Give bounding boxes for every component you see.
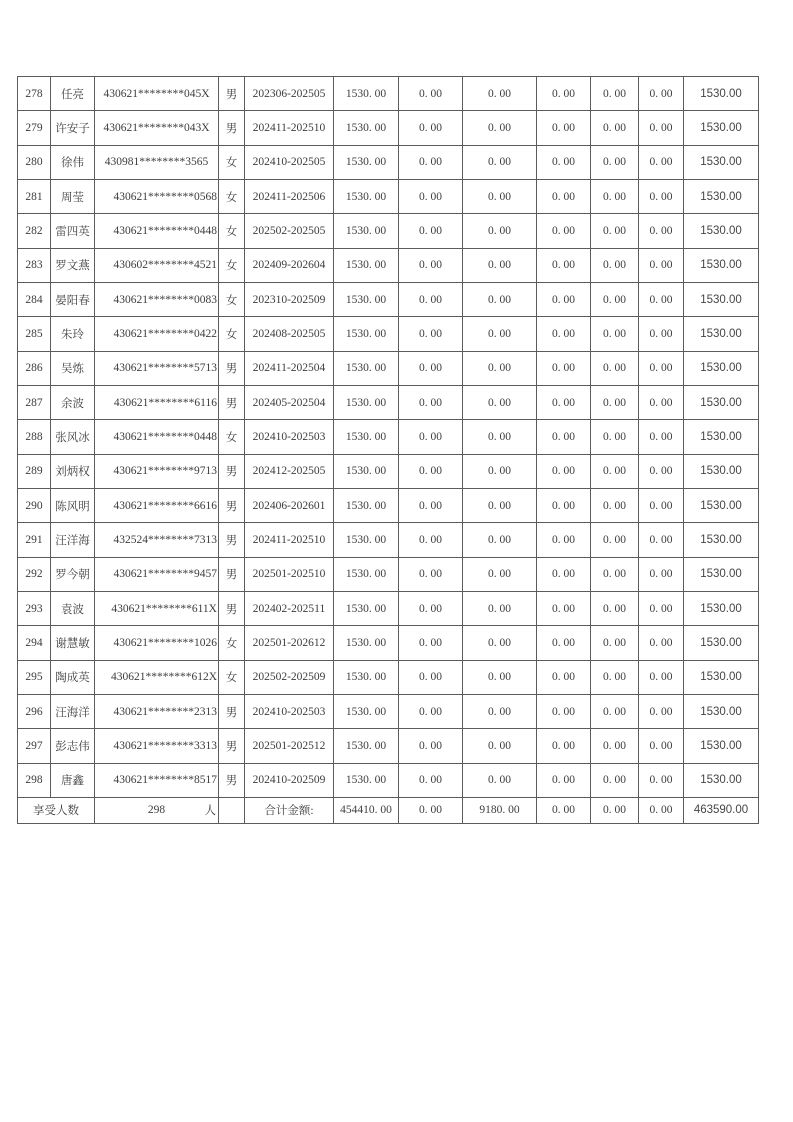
amount-6: 0. 00: [639, 763, 684, 797]
amount-4: 0. 00: [537, 317, 591, 351]
id-number: 430621********045X: [95, 77, 219, 111]
amount-6: 0. 00: [639, 179, 684, 213]
amount-1: 1530. 00: [334, 145, 399, 179]
id-number: 430602********4521: [95, 248, 219, 282]
amount-6: 0. 00: [639, 729, 684, 763]
table-summary: [18, 797, 759, 823]
row-number: 284: [18, 282, 51, 316]
row-number: 297: [18, 729, 51, 763]
row-number: 288: [18, 420, 51, 454]
amount-2: 0. 00: [399, 694, 463, 728]
row-number: 285: [18, 317, 51, 351]
summary-gender-empty-cell: [219, 797, 245, 823]
row-number: 296: [18, 694, 51, 728]
id-number: 430621********043X: [95, 111, 219, 145]
amount-5: 0. 00: [591, 77, 639, 111]
summary-grand-total: 463590.00: [684, 797, 759, 823]
table-row: [18, 523, 759, 557]
person-name: 任亮: [51, 77, 95, 111]
amount-4: 0. 00: [537, 248, 591, 282]
table-row: [18, 145, 759, 179]
amount-3: 0. 00: [463, 591, 537, 625]
amount-5: 0. 00: [591, 626, 639, 660]
amount-1: 1530. 00: [334, 729, 399, 763]
person-name: 张风冰: [51, 420, 95, 454]
row-number: 295: [18, 660, 51, 694]
benefit-period: 202310-202509: [245, 282, 334, 316]
person-name: 汪洋海: [51, 523, 95, 557]
amount-3: 0. 00: [463, 729, 537, 763]
table-row: [18, 660, 759, 694]
amount-5: 0. 00: [591, 591, 639, 625]
person-name: 许安子: [51, 111, 95, 145]
table-row: [18, 179, 759, 213]
row-number: 292: [18, 557, 51, 591]
person-name: 周莹: [51, 179, 95, 213]
gender: 男: [219, 591, 245, 625]
gender: 男: [219, 488, 245, 522]
amount-1: 1530. 00: [334, 420, 399, 454]
person-name: 唐鑫: [51, 763, 95, 797]
amount-3: 0. 00: [463, 523, 537, 557]
row-total: 1530.00: [684, 729, 759, 763]
id-number: 430621********9457: [95, 557, 219, 591]
amount-1: 1530. 00: [334, 214, 399, 248]
amount-2: 0. 00: [399, 317, 463, 351]
summary-amount-2: 0. 00: [399, 797, 463, 823]
row-total: 1530.00: [684, 557, 759, 591]
amount-2: 0. 00: [399, 557, 463, 591]
amount-4: 0. 00: [537, 694, 591, 728]
amount-6: 0. 00: [639, 420, 684, 454]
amount-6: 0. 00: [639, 351, 684, 385]
row-number: 294: [18, 626, 51, 660]
amount-1: 1530. 00: [334, 317, 399, 351]
amount-4: 0. 00: [537, 591, 591, 625]
amount-3: 0. 00: [463, 454, 537, 488]
amount-2: 0. 00: [399, 214, 463, 248]
row-number: 287: [18, 385, 51, 419]
benefit-period: 202411-202506: [245, 179, 334, 213]
gender: 女: [219, 145, 245, 179]
row-total: 1530.00: [684, 660, 759, 694]
summary-row: [18, 797, 759, 823]
id-number: 430621********3313: [95, 729, 219, 763]
benefit-period: 202502-202505: [245, 214, 334, 248]
person-name: 雷四英: [51, 214, 95, 248]
amount-5: 0. 00: [591, 317, 639, 351]
row-total: 1530.00: [684, 454, 759, 488]
amount-6: 0. 00: [639, 385, 684, 419]
amount-1: 1530. 00: [334, 591, 399, 625]
id-number: 432524********7313: [95, 523, 219, 557]
amount-3: 0. 00: [463, 488, 537, 522]
amount-1: 1530. 00: [334, 77, 399, 111]
amount-3: 0. 00: [463, 214, 537, 248]
gender: 女: [219, 660, 245, 694]
people-unit: 人: [204, 805, 216, 818]
row-number: 290: [18, 488, 51, 522]
amount-3: 0. 00: [463, 145, 537, 179]
amount-6: 0. 00: [639, 591, 684, 625]
summary-amount-5: 0. 00: [591, 797, 639, 823]
amount-5: 0. 00: [591, 420, 639, 454]
gender: 男: [219, 523, 245, 557]
person-name: 陈风明: [51, 488, 95, 522]
summary-amount-1: 454410. 00: [334, 797, 399, 823]
amount-4: 0. 00: [537, 454, 591, 488]
amount-4: 0. 00: [537, 660, 591, 694]
amount-5: 0. 00: [591, 763, 639, 797]
table-row: [18, 488, 759, 522]
row-total: 1530.00: [684, 523, 759, 557]
gender: 男: [219, 77, 245, 111]
row-total: 1530.00: [684, 77, 759, 111]
amount-1: 1530. 00: [334, 248, 399, 282]
amount-3: 0. 00: [463, 282, 537, 316]
table-row: [18, 214, 759, 248]
amount-2: 0. 00: [399, 729, 463, 763]
amount-3: 0. 00: [463, 111, 537, 145]
row-total: 1530.00: [684, 591, 759, 625]
amount-4: 0. 00: [537, 763, 591, 797]
benefit-period: 202412-202505: [245, 454, 334, 488]
gender: 女: [219, 282, 245, 316]
amount-2: 0. 00: [399, 591, 463, 625]
amount-4: 0. 00: [537, 557, 591, 591]
row-total: 1530.00: [684, 626, 759, 660]
amount-4: 0. 00: [537, 385, 591, 419]
gender: 男: [219, 557, 245, 591]
table-row: [18, 420, 759, 454]
amount-3: 0. 00: [463, 77, 537, 111]
amount-1: 1530. 00: [334, 282, 399, 316]
amount-6: 0. 00: [639, 488, 684, 522]
amount-5: 0. 00: [591, 282, 639, 316]
gender: 女: [219, 179, 245, 213]
benefit-period: 202405-202504: [245, 385, 334, 419]
id-number: 430621********6616: [95, 488, 219, 522]
id-number: 430621********8517: [95, 763, 219, 797]
amount-3: 0. 00: [463, 317, 537, 351]
row-number: 283: [18, 248, 51, 282]
amount-6: 0. 00: [639, 557, 684, 591]
row-total: 1530.00: [684, 282, 759, 316]
amount-2: 0. 00: [399, 179, 463, 213]
amount-2: 0. 00: [399, 145, 463, 179]
amount-4: 0. 00: [537, 626, 591, 660]
amount-5: 0. 00: [591, 557, 639, 591]
benefit-period: 202306-202505: [245, 77, 334, 111]
person-name: 罗文燕: [51, 248, 95, 282]
row-number: 291: [18, 523, 51, 557]
amount-5: 0. 00: [591, 694, 639, 728]
row-number: 298: [18, 763, 51, 797]
id-number: 430621********2313: [95, 694, 219, 728]
benefit-period: 202410-202505: [245, 145, 334, 179]
amount-3: 0. 00: [463, 557, 537, 591]
amount-6: 0. 00: [639, 660, 684, 694]
amount-2: 0. 00: [399, 763, 463, 797]
table-row: [18, 248, 759, 282]
amount-1: 1530. 00: [334, 351, 399, 385]
amount-6: 0. 00: [639, 145, 684, 179]
id-number: 430621********0568: [95, 179, 219, 213]
amount-1: 1530. 00: [334, 763, 399, 797]
table-row: [18, 385, 759, 419]
amount-5: 0. 00: [591, 729, 639, 763]
gender: 男: [219, 351, 245, 385]
amount-5: 0. 00: [591, 145, 639, 179]
row-number: 286: [18, 351, 51, 385]
amount-6: 0. 00: [639, 248, 684, 282]
row-total: 1530.00: [684, 214, 759, 248]
summary-total-label: 合计金额:: [245, 797, 334, 823]
amount-6: 0. 00: [639, 626, 684, 660]
amount-1: 1530. 00: [334, 488, 399, 522]
amount-3: 0. 00: [463, 763, 537, 797]
benefit-period: 202411-202510: [245, 523, 334, 557]
gender: 男: [219, 454, 245, 488]
people-count: 298: [147, 804, 166, 817]
amount-3: 0. 00: [463, 694, 537, 728]
id-number: 430621********5713: [95, 351, 219, 385]
table-row: [18, 317, 759, 351]
amount-1: 1530. 00: [334, 660, 399, 694]
gender: 女: [219, 626, 245, 660]
row-number: 278: [18, 77, 51, 111]
amount-6: 0. 00: [639, 282, 684, 316]
gender: 男: [219, 694, 245, 728]
row-total: 1530.00: [684, 488, 759, 522]
amount-6: 0. 00: [639, 694, 684, 728]
amount-5: 0. 00: [591, 523, 639, 557]
amount-2: 0. 00: [399, 248, 463, 282]
amount-2: 0. 00: [399, 523, 463, 557]
summary-people-count-cell: [95, 797, 219, 823]
table-row: [18, 351, 759, 385]
person-name: 谢慧敏: [51, 626, 95, 660]
benefit-period: 202411-202510: [245, 111, 334, 145]
amount-6: 0. 00: [639, 77, 684, 111]
id-number: 430621********612X: [95, 660, 219, 694]
amount-4: 0. 00: [537, 214, 591, 248]
amount-5: 0. 00: [591, 488, 639, 522]
id-number: 430621********0448: [95, 420, 219, 454]
row-total: 1530.00: [684, 420, 759, 454]
amount-5: 0. 00: [591, 214, 639, 248]
row-total: 1530.00: [684, 763, 759, 797]
benefit-period: 202410-202503: [245, 694, 334, 728]
amount-1: 1530. 00: [334, 694, 399, 728]
amount-3: 0. 00: [463, 179, 537, 213]
row-number: 289: [18, 454, 51, 488]
id-number: 430621********1026: [95, 626, 219, 660]
gender: 女: [219, 317, 245, 351]
table-row: [18, 111, 759, 145]
amount-2: 0. 00: [399, 385, 463, 419]
amount-2: 0. 00: [399, 77, 463, 111]
benefit-period: 202410-202509: [245, 763, 334, 797]
amount-5: 0. 00: [591, 111, 639, 145]
amount-4: 0. 00: [537, 729, 591, 763]
person-name: 刘炳权: [51, 454, 95, 488]
amount-1: 1530. 00: [334, 626, 399, 660]
amount-1: 1530. 00: [334, 454, 399, 488]
amount-4: 0. 00: [537, 179, 591, 213]
amount-4: 0. 00: [537, 282, 591, 316]
person-name: 徐伟: [51, 145, 95, 179]
person-name: 陶成英: [51, 660, 95, 694]
amount-2: 0. 00: [399, 420, 463, 454]
gender: 女: [219, 214, 245, 248]
table-row: [18, 591, 759, 625]
amount-4: 0. 00: [537, 77, 591, 111]
amount-2: 0. 00: [399, 488, 463, 522]
summary-amount-4: 0. 00: [537, 797, 591, 823]
id-number: 430621********6116: [95, 385, 219, 419]
benefit-period: 202501-202510: [245, 557, 334, 591]
row-total: 1530.00: [684, 111, 759, 145]
table-row: [18, 557, 759, 591]
id-number: 430621********0448: [95, 214, 219, 248]
table-row: [18, 77, 759, 111]
benefit-period: 202406-202601: [245, 488, 334, 522]
amount-3: 0. 00: [463, 626, 537, 660]
gender: 女: [219, 420, 245, 454]
person-name: 汪海洋: [51, 694, 95, 728]
amount-2: 0. 00: [399, 660, 463, 694]
amount-4: 0. 00: [537, 111, 591, 145]
person-name: 罗今朝: [51, 557, 95, 591]
amount-5: 0. 00: [591, 454, 639, 488]
amount-3: 0. 00: [463, 420, 537, 454]
person-name: 朱玲: [51, 317, 95, 351]
row-number: 282: [18, 214, 51, 248]
benefit-period: 202410-202503: [245, 420, 334, 454]
benefit-period: 202409-202604: [245, 248, 334, 282]
amount-3: 0. 00: [463, 248, 537, 282]
gender: 男: [219, 729, 245, 763]
row-total: 1530.00: [684, 385, 759, 419]
amount-3: 0. 00: [463, 660, 537, 694]
benefit-period: 202502-202509: [245, 660, 334, 694]
amount-2: 0. 00: [399, 454, 463, 488]
row-number: 280: [18, 145, 51, 179]
amount-2: 0. 00: [399, 626, 463, 660]
amount-5: 0. 00: [591, 385, 639, 419]
benefit-period: 202402-202511: [245, 591, 334, 625]
gender: 男: [219, 385, 245, 419]
amount-2: 0. 00: [399, 282, 463, 316]
row-total: 1530.00: [684, 179, 759, 213]
id-number: 430621********9713: [95, 454, 219, 488]
person-name: 袁波: [51, 591, 95, 625]
amount-3: 0. 00: [463, 385, 537, 419]
amount-1: 1530. 00: [334, 557, 399, 591]
amount-2: 0. 00: [399, 111, 463, 145]
amount-1: 1530. 00: [334, 179, 399, 213]
person-name: 彭志伟: [51, 729, 95, 763]
amount-2: 0. 00: [399, 351, 463, 385]
id-number: 430981********3565: [95, 145, 219, 179]
row-total: 1530.00: [684, 694, 759, 728]
table-row: [18, 626, 759, 660]
benefit-period: 202411-202504: [245, 351, 334, 385]
amount-4: 0. 00: [537, 145, 591, 179]
row-number: 279: [18, 111, 51, 145]
table-row: [18, 763, 759, 797]
amount-3: 0. 00: [463, 351, 537, 385]
amount-1: 1530. 00: [334, 385, 399, 419]
gender: 男: [219, 111, 245, 145]
id-number: 430621********0083: [95, 282, 219, 316]
summary-amount-3: 9180. 00: [463, 797, 537, 823]
amount-4: 0. 00: [537, 351, 591, 385]
summary-people-label: 享受人数: [18, 797, 95, 823]
benefit-period: 202501-202512: [245, 729, 334, 763]
amount-4: 0. 00: [537, 523, 591, 557]
amount-5: 0. 00: [591, 660, 639, 694]
amount-1: 1530. 00: [334, 111, 399, 145]
row-number: 281: [18, 179, 51, 213]
benefit-roster-table: [17, 76, 759, 824]
gender: 女: [219, 248, 245, 282]
row-total: 1530.00: [684, 351, 759, 385]
summary-amount-6: 0. 00: [639, 797, 684, 823]
row-total: 1530.00: [684, 145, 759, 179]
amount-6: 0. 00: [639, 317, 684, 351]
person-name: 晏阳春: [51, 282, 95, 316]
row-total: 1530.00: [684, 317, 759, 351]
amount-6: 0. 00: [639, 111, 684, 145]
amount-6: 0. 00: [639, 214, 684, 248]
table-row: [18, 729, 759, 763]
amount-5: 0. 00: [591, 179, 639, 213]
table-row: [18, 694, 759, 728]
amount-6: 0. 00: [639, 523, 684, 557]
gender: 男: [219, 763, 245, 797]
person-name: 吴炼: [51, 351, 95, 385]
table-row: [18, 454, 759, 488]
row-number: 293: [18, 591, 51, 625]
id-number: 430621********611X: [95, 591, 219, 625]
amount-5: 0. 00: [591, 351, 639, 385]
person-name: 余波: [51, 385, 95, 419]
table-body: [18, 77, 759, 798]
amount-5: 0. 00: [591, 248, 639, 282]
benefit-period: 202501-202612: [245, 626, 334, 660]
id-number: 430621********0422: [95, 317, 219, 351]
row-total: 1530.00: [684, 248, 759, 282]
amount-4: 0. 00: [537, 420, 591, 454]
amount-6: 0. 00: [639, 454, 684, 488]
amount-1: 1530. 00: [334, 523, 399, 557]
benefit-period: 202408-202505: [245, 317, 334, 351]
amount-4: 0. 00: [537, 488, 591, 522]
table-row: [18, 282, 759, 316]
